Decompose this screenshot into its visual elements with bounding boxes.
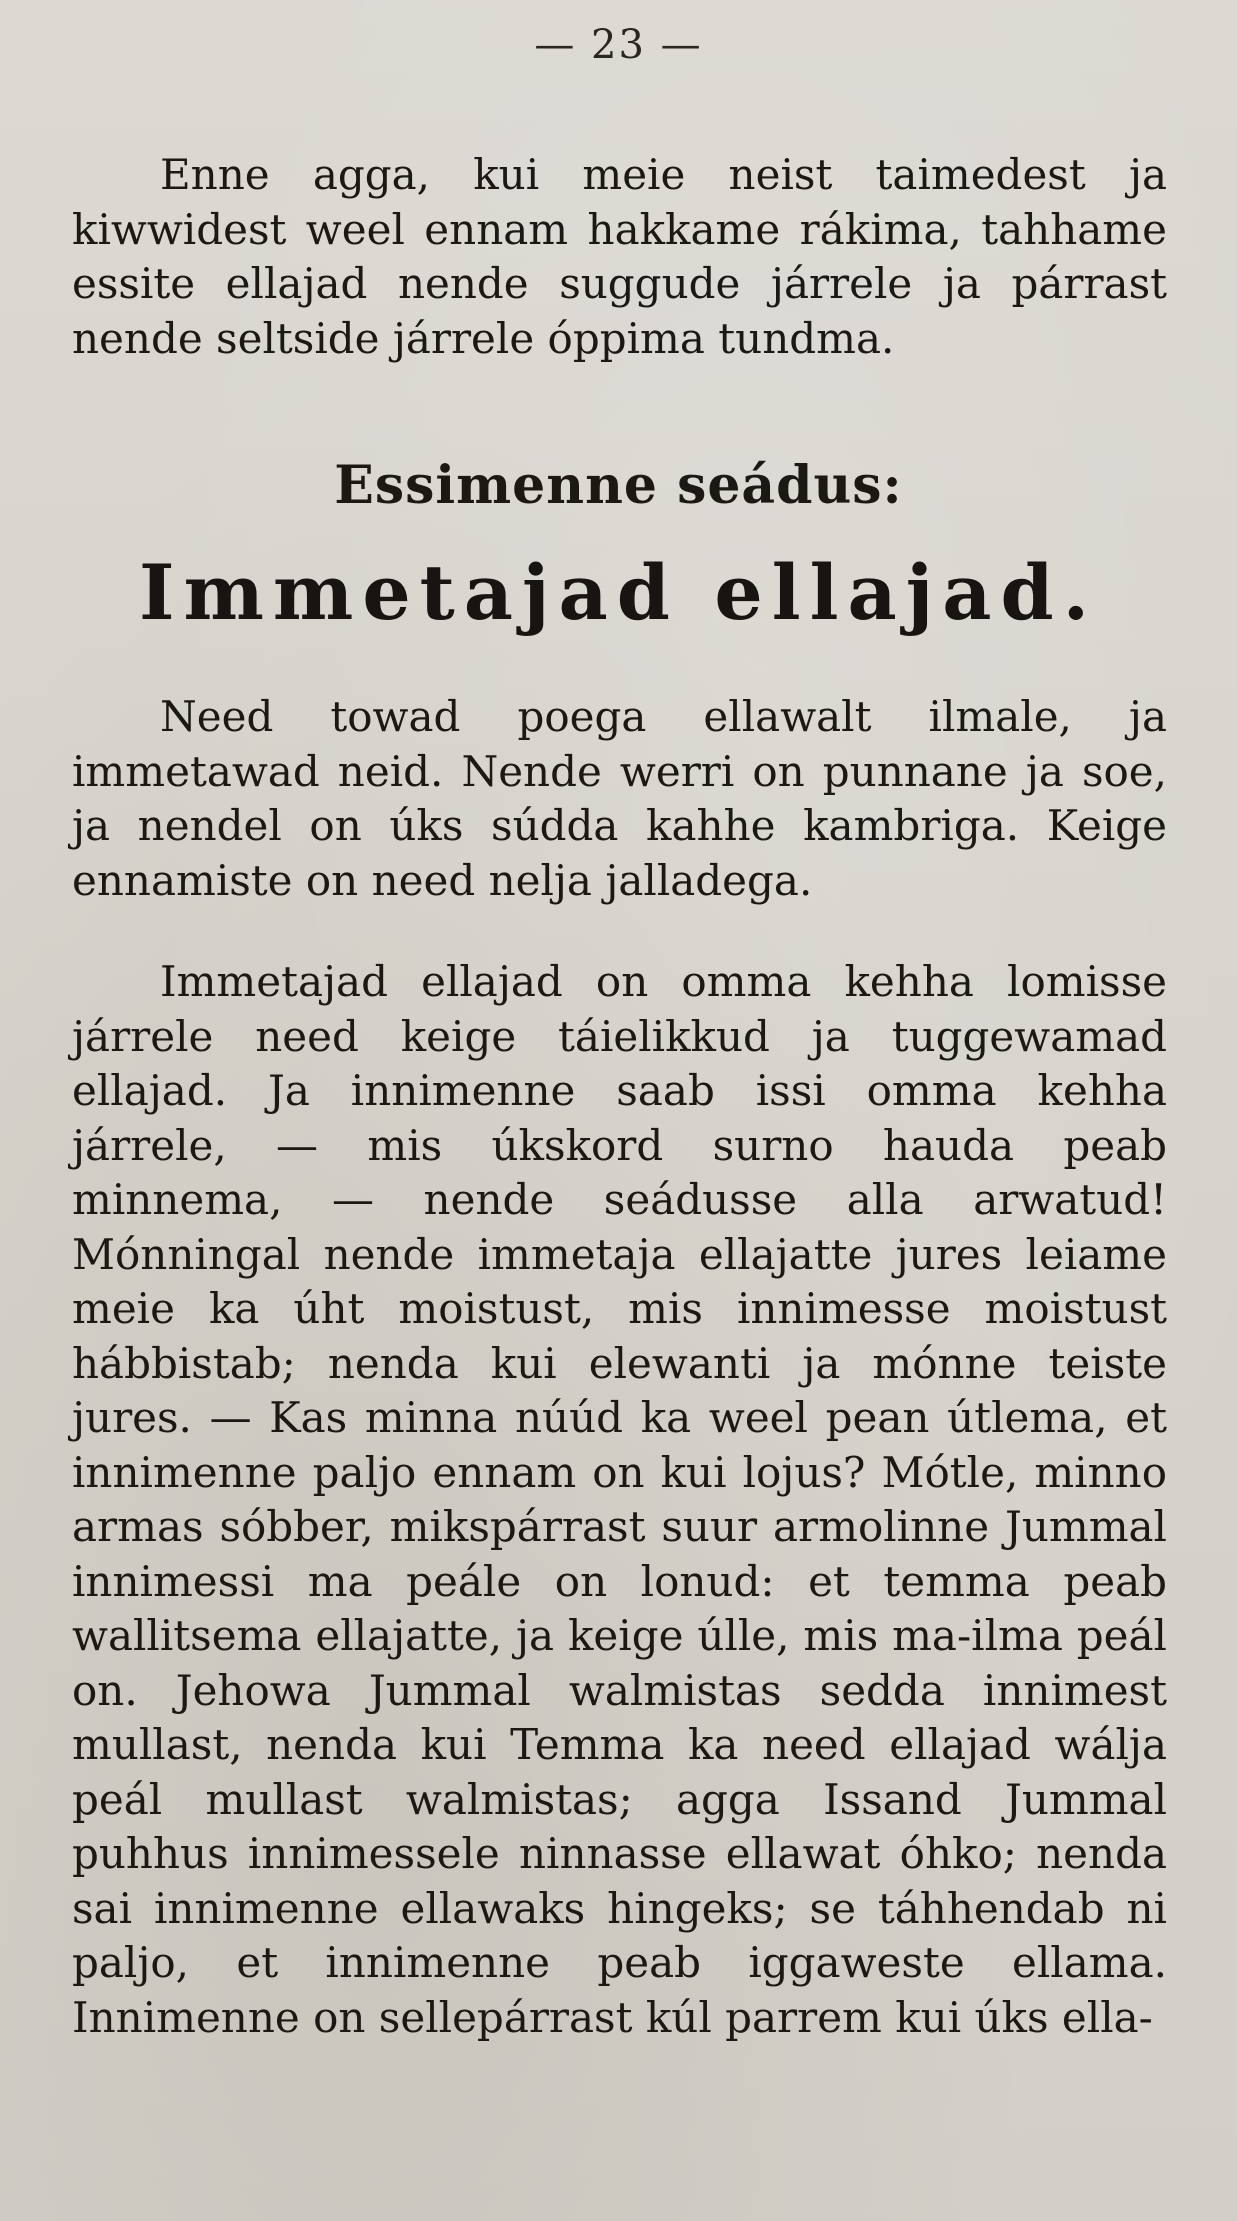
definition-paragraph: Need towad poega ellawalt ilmale, ja immetawad neid. Nende werri on punnane ja soe, ja nendel on úks súdda kahhe kambriga. Keige ennamiste on need nelja jalladega. [72,692,1167,905]
intro-paragraph-block [72,148,1167,366]
section-title: Immetajad ellajad. [138,548,1099,637]
definition-paragraph-block [72,690,1167,908]
intro-paragraph: Enne agga, kui meie neist taimedest ja kiwwidest weel ennam hakkame rákima, tahhame essite ellajad nende suggude járrele ja párrast nende seltside járrele óppima tundma. [72,150,1167,363]
body-paragraph-block [72,955,1167,2045]
law-heading: Essimenne seádus: [334,455,903,516]
body-paragraph: Immetajad ellajad on omma kehha lomisse járrele need keige táielikkud ja tuggewamad ellajad. Ja innimenne saab issi omma kehha járrele, — mis úkskord surno hauda peab minnema, — nende seádusse alla arwatud! Mónningal nende immetaja ellajatte jures leiame meie ka úht moistust, mis innimesse moistust hábbistab; nenda kui elewanti ja mónne teiste jures. — Kas minna núúd ka weel pean útlema, et innimenne paljo ennam on kui lojus? Mótle, minno armas sóbber, mikspárrast suur armolinne Jummal innimessi ma peále on lonud: et temma peab wallitsema ellajatte, ja keige úlle, mis ma-ilma peál on. Jehowa Jummal walmistas sedda innimest mullast, nenda kui Temma ka need ellajad wálja peál mullast walmistas; agga Issand Jummal puhhus innimessele ninnasse ellawat óhko; nenda sai innimenne ellawaks hingeks; se táhhendab ni paljo, et innimenne peab iggaweste ellama. Innimenne on sellepárrast kúl parrem kui úks ella- [72,957,1167,2042]
page-number: — 23 — [534,22,703,68]
